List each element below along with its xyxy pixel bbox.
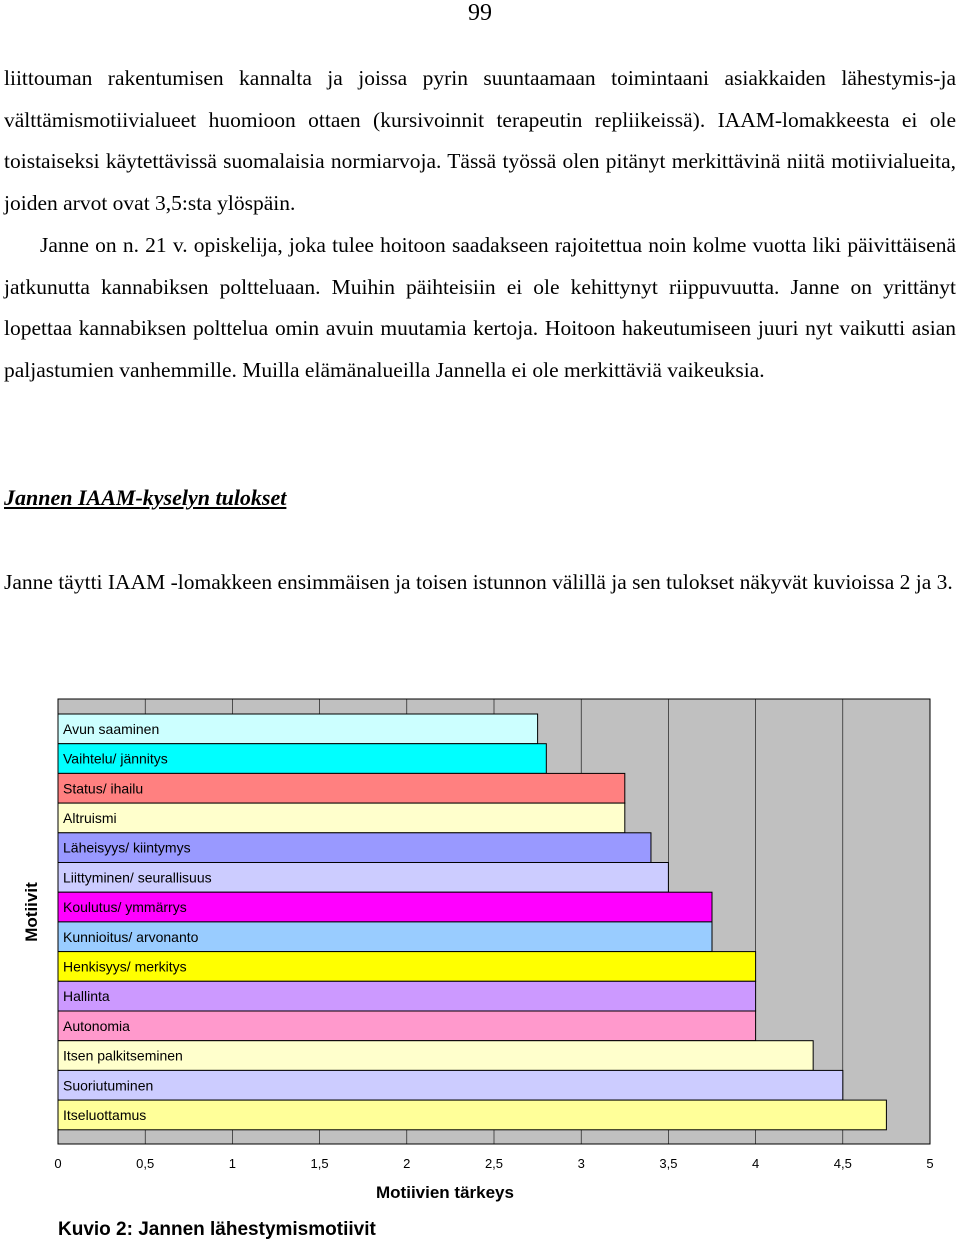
- bar-label: Liittyminen/ seurallisuus: [63, 869, 212, 886]
- bar-label: Altruismi: [63, 809, 117, 826]
- x-axis-ticks: [54, 1156, 933, 1171]
- x-tick-label: 3: [577, 1156, 585, 1171]
- x-tick-label: 1: [228, 1156, 237, 1171]
- x-tick-label: 5: [926, 1156, 934, 1171]
- bar-label: Autonomia: [63, 1017, 130, 1034]
- figure-caption: Kuvio 2: Jannen lähestymismotiivit: [58, 1219, 376, 1240]
- x-tick-label: 0: [54, 1156, 62, 1171]
- x-axis-label: Motiivien tärkeys: [376, 1183, 514, 1202]
- x-tick-label: 4,5: [833, 1156, 852, 1171]
- bar-label: Henkisyys/ merkitys: [63, 958, 187, 975]
- section-heading: Jannen IAAM-kyselyn tulokset: [4, 485, 287, 510]
- bar-label: Itseluottamus: [63, 1106, 147, 1123]
- paragraph-3: Janne täytti IAAM -lomakkeen ensimmäisen ja toisen istunnon välillä ja sen tulokset näkyvät kuvioissa 2 ja 3.: [4, 570, 953, 594]
- x-tick-label: 0,5: [136, 1156, 155, 1171]
- bar-label: Status/ ihailu: [63, 780, 144, 797]
- x-tick-label: 2,5: [484, 1156, 504, 1171]
- bar-label: Kunnioitus/ arvonanto: [63, 928, 199, 945]
- paragraph-1: liittouman rakentumisen kannalta ja joissa pyrin suuntaamaan toimintaani asiakkaiden lähestymis-ja välttämismotiivialueet huomioon ottaen (kursivoinnit terapeutin repliikeissä). IAAM-lomakkeesta ei ole toistaiseksi käytettävissä suomalaisia normiarvoja. Tässä työssä olen pitänyt merkittävinä niitä motiivialueita, joiden arvot ovat 3,5:sta ylöspäin.: [4, 66, 956, 215]
- bar: [58, 803, 625, 833]
- x-tick-label: 4: [751, 1156, 760, 1171]
- bar-label: Avun saaminen: [63, 720, 160, 737]
- chart-svg: [0, 690, 960, 1244]
- y-axis-label: Motiivit: [22, 882, 41, 942]
- paragraph-2: Janne on n. 21 v. opiskelija, joka tulee hoitoon saadakseen rajoitettua noin kolme vuotta liki päivittäisenä jatkunutta kannabiksen poltteluaan. Muihin päihteisiin ei ole kehittynyt riippuvuutta. Janne on yrittänyt lopettaa kannabiksen polttelua omin avuin muutamia kertoja. Hoitoon hakeutumiseen juuri nyt vaikutti asian paljastumien vanhemmille. Muilla elämänalueilla Jannella ei ole merkittäviä vaikeuksia.: [4, 233, 956, 382]
- bar: [58, 1011, 756, 1041]
- bar: [58, 981, 756, 1011]
- bar: [58, 1070, 843, 1100]
- bar-label: Suoriutuminen: [63, 1077, 154, 1094]
- bar: [58, 1100, 886, 1130]
- bar-label: Vaihtelu/ jännitys: [63, 750, 168, 767]
- bar-label: Hallinta: [63, 988, 110, 1005]
- x-tick-label: 3,5: [659, 1156, 678, 1171]
- page-number: 99: [468, 0, 492, 26]
- bar-label: Läheisyys/ kiintymys: [63, 839, 191, 856]
- bar-label: Itsen palkitseminen: [63, 1047, 183, 1064]
- bar-label: Koulutus/ ymmärrys: [63, 899, 187, 916]
- x-tick-label: 2: [403, 1156, 411, 1171]
- x-tick-label: 1,5: [310, 1156, 329, 1171]
- bar-chart: [0, 690, 960, 1244]
